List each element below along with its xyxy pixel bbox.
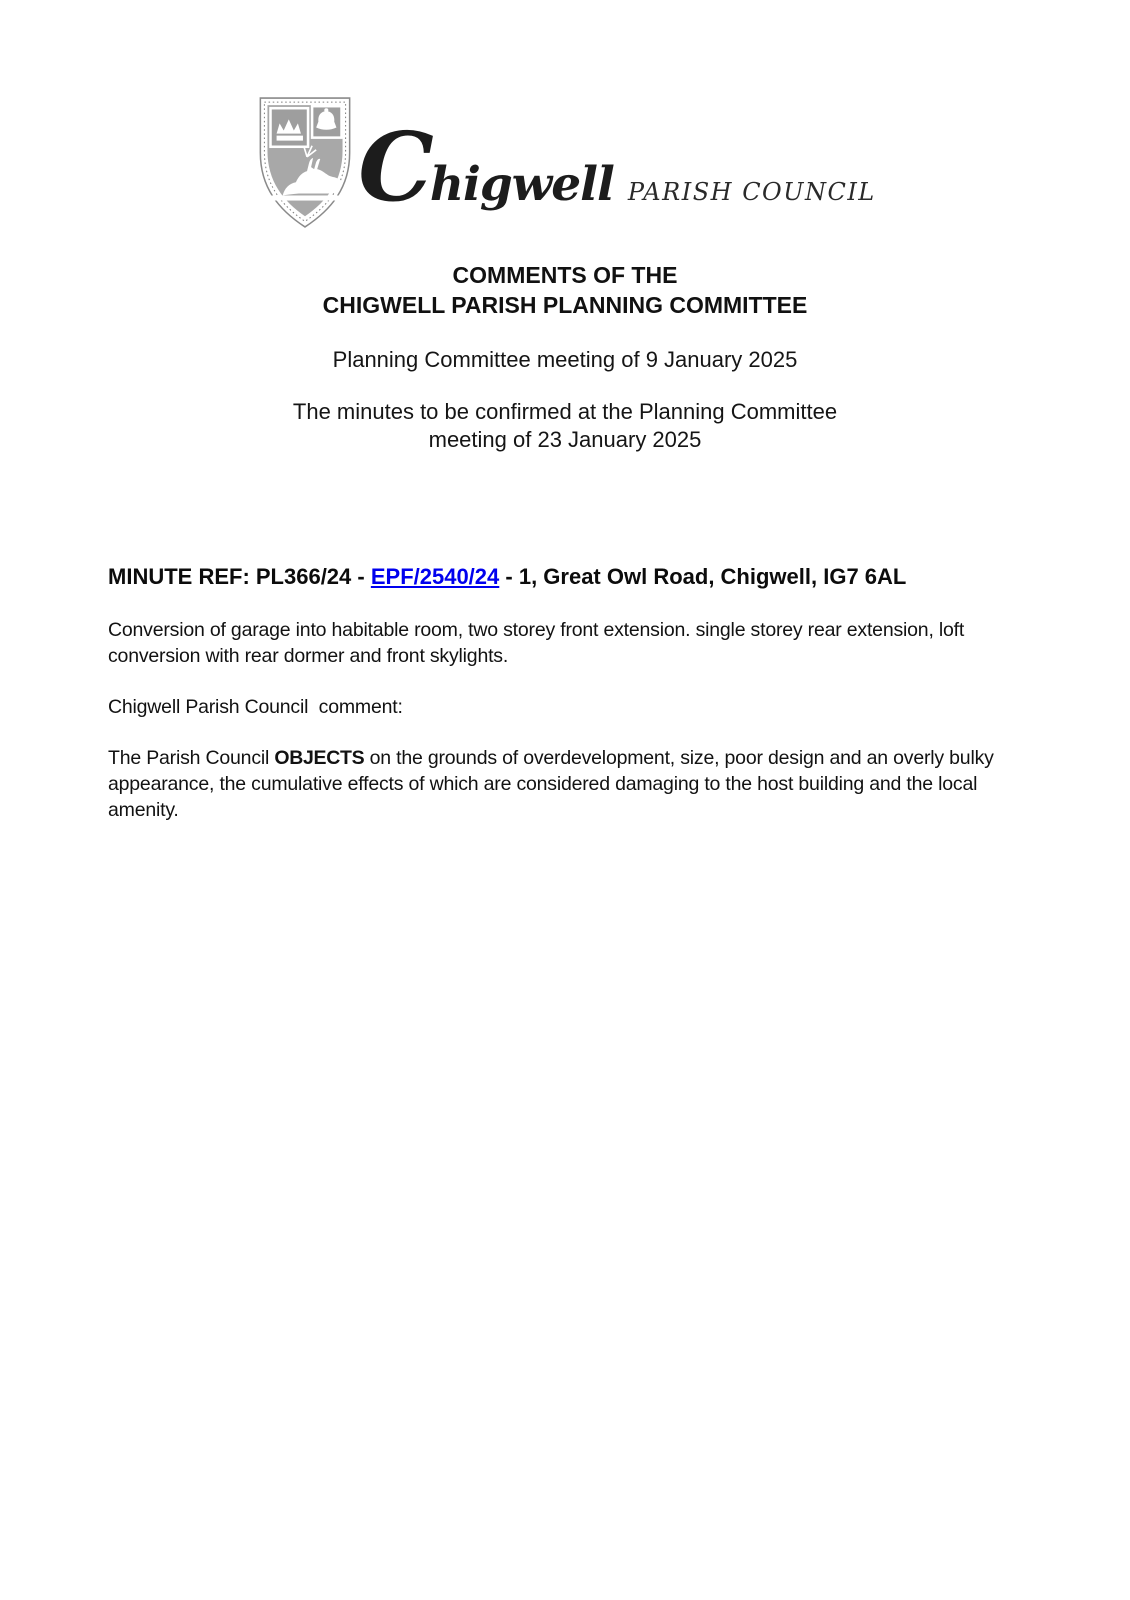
objection-prefix: The Parish Council [108, 747, 275, 769]
minute-ref-suffix: - 1, Great Owl Road, Chigwell, IG7 6AL [499, 564, 907, 589]
document-title-line2: CHIGWELL PARISH PLANNING COMMITTEE [322, 292, 808, 318]
wordmark-suffix: PARISH COUNCIL [627, 178, 876, 206]
objection-suffix: on the grounds of overdevelopment, size, poor design and an overly bulky appearance, the cumulative effects of which are considered damaging to the host building and the local amenity. [108, 747, 994, 821]
logo [0, 94, 1130, 231]
minute-ref-prefix: MINUTE REF: PL366/24 - [108, 564, 371, 589]
proposal-description: Conversion of garage into habitable room, two storey front extension. single storey rear extension, loft conversion with rear dormer and front skylights. [108, 619, 965, 667]
document-title [0, 260, 1130, 320]
wordmark [358, 112, 876, 223]
council-comment-label: Chigwell Parish Council comment: [108, 696, 403, 718]
document-title-line1: COMMENTS OF THE [452, 262, 678, 288]
minutes-confirmation-line2: meeting of 23 January 2025 [428, 427, 702, 452]
wordmark-rest: higwell [429, 157, 614, 212]
parish-crest-icon [254, 94, 356, 231]
wordmark-initial: C [358, 112, 430, 223]
objection-emphasis: OBJECTS [274, 747, 365, 769]
minutes-confirmation-note [0, 398, 1130, 454]
meeting-date-line: Planning Committee meeting of 9 January 2025 [332, 347, 798, 372]
council-objection-paragraph [108, 745, 1026, 823]
application-ref-link[interactable]: EPF/2540/24 [370, 564, 500, 589]
minutes-confirmation-line1: The minutes to be confirmed at the Planning Committee [292, 399, 838, 424]
minute-ref-line [108, 564, 1030, 590]
